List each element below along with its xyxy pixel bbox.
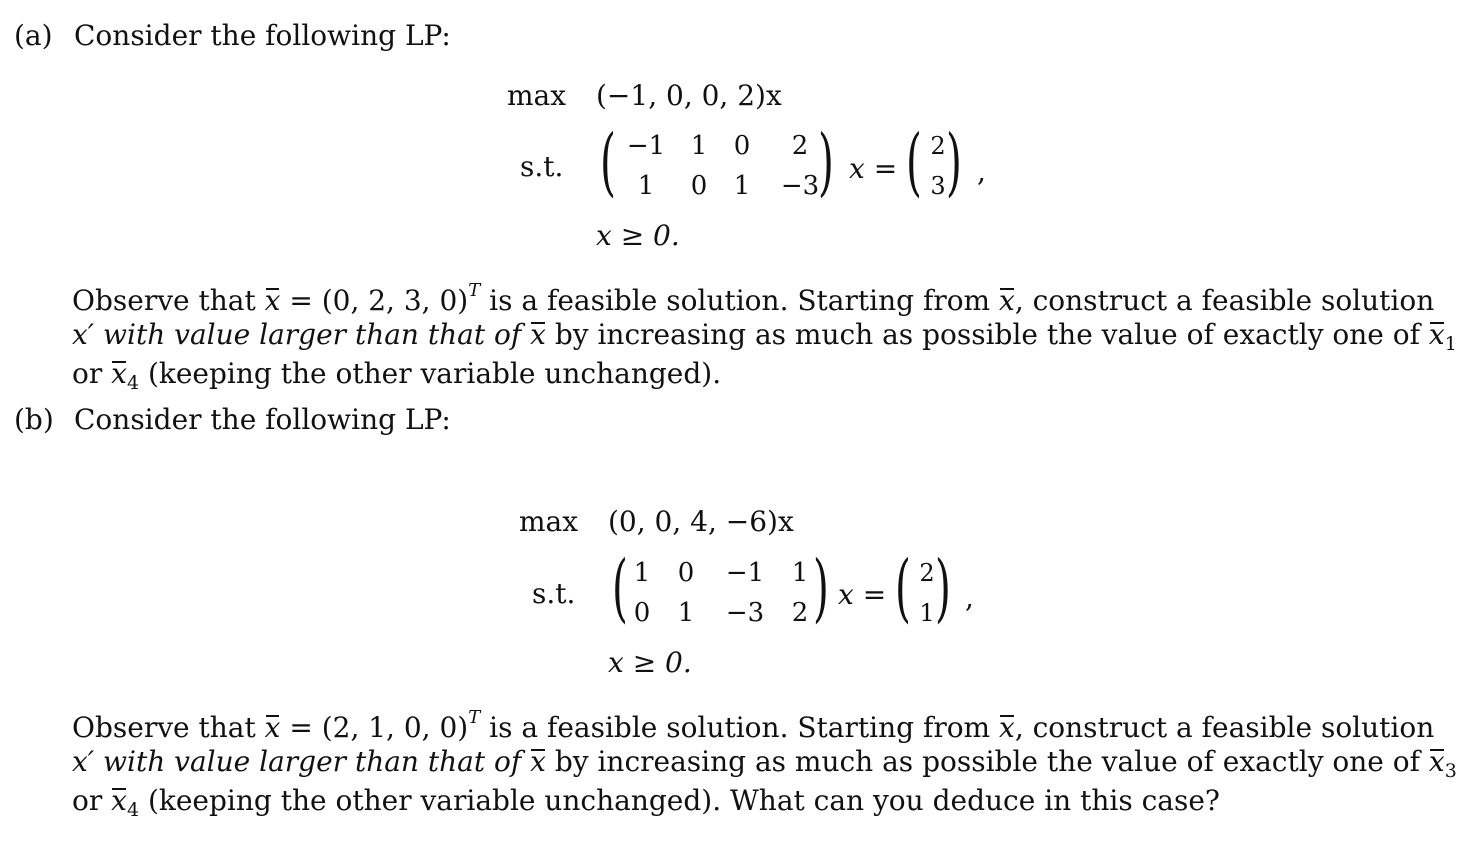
part-b-x-eq: x =	[838, 578, 887, 611]
part-a-rhs-left-paren: (	[906, 119, 922, 205]
part-a-obs-l3-post: (keeping the other variable unchanged).	[147, 357, 722, 390]
part-b-obs-l1-eq: = (2, 1, 0, 0)	[289, 711, 469, 744]
part-a-matrix-cell: −1	[626, 131, 666, 161]
part-b-obs-l3-pre: or	[72, 784, 103, 817]
part-a-matrix-cell: 0	[733, 131, 751, 161]
part-a-matrix-cell: 1	[637, 171, 655, 201]
xbar-symbol: x	[999, 284, 1015, 317]
part-b-comma: ,	[965, 581, 974, 614]
part-a-matrix-left-paren: (	[600, 119, 616, 205]
part-a-obs-l1-eq: = (0, 2, 3, 0)	[289, 284, 469, 317]
part-a-obs-l2-mid: by increasing as much as possible the value of exactly one of	[554, 318, 1420, 351]
part-a-intro: Consider the following LP:	[74, 19, 451, 52]
part-a-label: (a)	[14, 19, 53, 52]
part-b-matrix-cell: 0	[633, 598, 651, 628]
part-a-matrix-cell: −3	[780, 171, 820, 201]
part-a-rhs-cell: 3	[930, 172, 946, 200]
part-a-rhs-cell: 2	[930, 132, 946, 160]
part-a-x-eq: x =	[849, 152, 898, 185]
part-b-matrix-cell: 1	[633, 558, 651, 588]
part-b-matrix-cell: 1	[677, 598, 695, 628]
part-a-obs-l2-pre: x′ with value larger than that of	[72, 318, 522, 351]
xbar-symbol: x	[111, 357, 127, 390]
part-b-matrix-left-paren: (	[612, 545, 628, 631]
part-a-obs-line-3	[72, 357, 722, 394]
part-a-comma: ,	[977, 155, 986, 188]
part-b-rhs-left-paren: (	[895, 545, 911, 631]
part-a-matrix-right-paren: )	[818, 119, 834, 205]
part-a-rhs-right-paren: )	[946, 119, 962, 205]
xbar-symbol: x	[999, 711, 1015, 744]
part-a-obs-l1-pre: Observe that	[72, 284, 256, 317]
part-b-obs-l1-mid: is a feasible solution. Starting from	[489, 711, 991, 744]
part-b-max-label: max	[519, 505, 579, 538]
part-b-matrix-right-paren: )	[813, 545, 829, 631]
part-a-nonneg: x ≥ 0.	[596, 219, 680, 252]
part-b-label: (b)	[14, 403, 54, 436]
part-a-max-label: max	[507, 79, 567, 112]
part-b-obs-l1-post: , construct a feasible solution	[1014, 711, 1435, 744]
part-b-rhs-right-paren: )	[935, 545, 951, 631]
part-a-matrix-cell: 2	[791, 131, 809, 161]
part-a-obs-l3-pre: or	[72, 357, 103, 390]
part-b-obs-l2-pre: x′ with value larger than that of	[72, 745, 522, 778]
xbar-symbol: x	[530, 745, 546, 778]
part-b-st-label: s.t.	[532, 577, 576, 610]
part-b-matrix-cell: 1	[791, 558, 809, 588]
subscript: 3	[1444, 760, 1457, 782]
xbar-symbol: x	[530, 318, 546, 351]
part-b-objective: (0, 0, 4, −6)x	[608, 505, 794, 538]
part-b-obs-line-1	[72, 709, 1434, 742]
part-b-matrix-cell: 0	[677, 558, 695, 588]
xbar-symbol: x	[264, 711, 281, 744]
part-b-nonneg: x ≥ 0.	[608, 646, 692, 679]
part-b-obs-l1-pre: Observe that	[72, 711, 256, 744]
part-b-obs-line-2	[72, 745, 1457, 782]
subscript: 4	[126, 372, 140, 394]
part-a-obs-line-1	[72, 282, 1434, 315]
part-b-matrix-cell: −3	[725, 598, 765, 628]
xbar-symbol: x	[1428, 745, 1445, 778]
subscript: 1	[1444, 333, 1457, 355]
part-b-obs-line-3	[72, 784, 1220, 821]
part-b-intro: Consider the following LP:	[74, 403, 451, 436]
part-a-matrix-cell: 1	[733, 171, 751, 201]
part-a-obs-l1-post: , construct a feasible solution	[1014, 284, 1435, 317]
part-b-rhs-cell: 1	[919, 599, 935, 627]
subscript: 4	[126, 799, 140, 821]
part-a-st-label: s.t.	[520, 150, 564, 183]
part-b-matrix-cell: −1	[725, 558, 765, 588]
xbar-symbol: x	[111, 784, 127, 817]
part-b-obs-l2-mid: by increasing as much as possible the value of exactly one of	[554, 745, 1420, 778]
part-a-objective: (−1, 0, 0, 2)x	[596, 79, 782, 112]
part-b-matrix-cell: 2	[791, 598, 809, 628]
transpose-superscript: T	[468, 280, 481, 301]
xbar-symbol: x	[264, 284, 281, 317]
part-b-rhs-cell: 2	[919, 559, 935, 587]
part-a-obs-line-2	[72, 318, 1457, 355]
xbar-symbol: x	[1428, 318, 1445, 351]
part-a-matrix-cell: 1	[690, 131, 708, 161]
transpose-superscript: T	[468, 707, 481, 728]
part-a-matrix-cell: 0	[690, 171, 708, 201]
part-b-obs-l3-post: (keeping the other variable unchanged). What can you deduce in this case?	[147, 784, 1220, 817]
part-a-obs-l1-mid: is a feasible solution. Starting from	[489, 284, 991, 317]
